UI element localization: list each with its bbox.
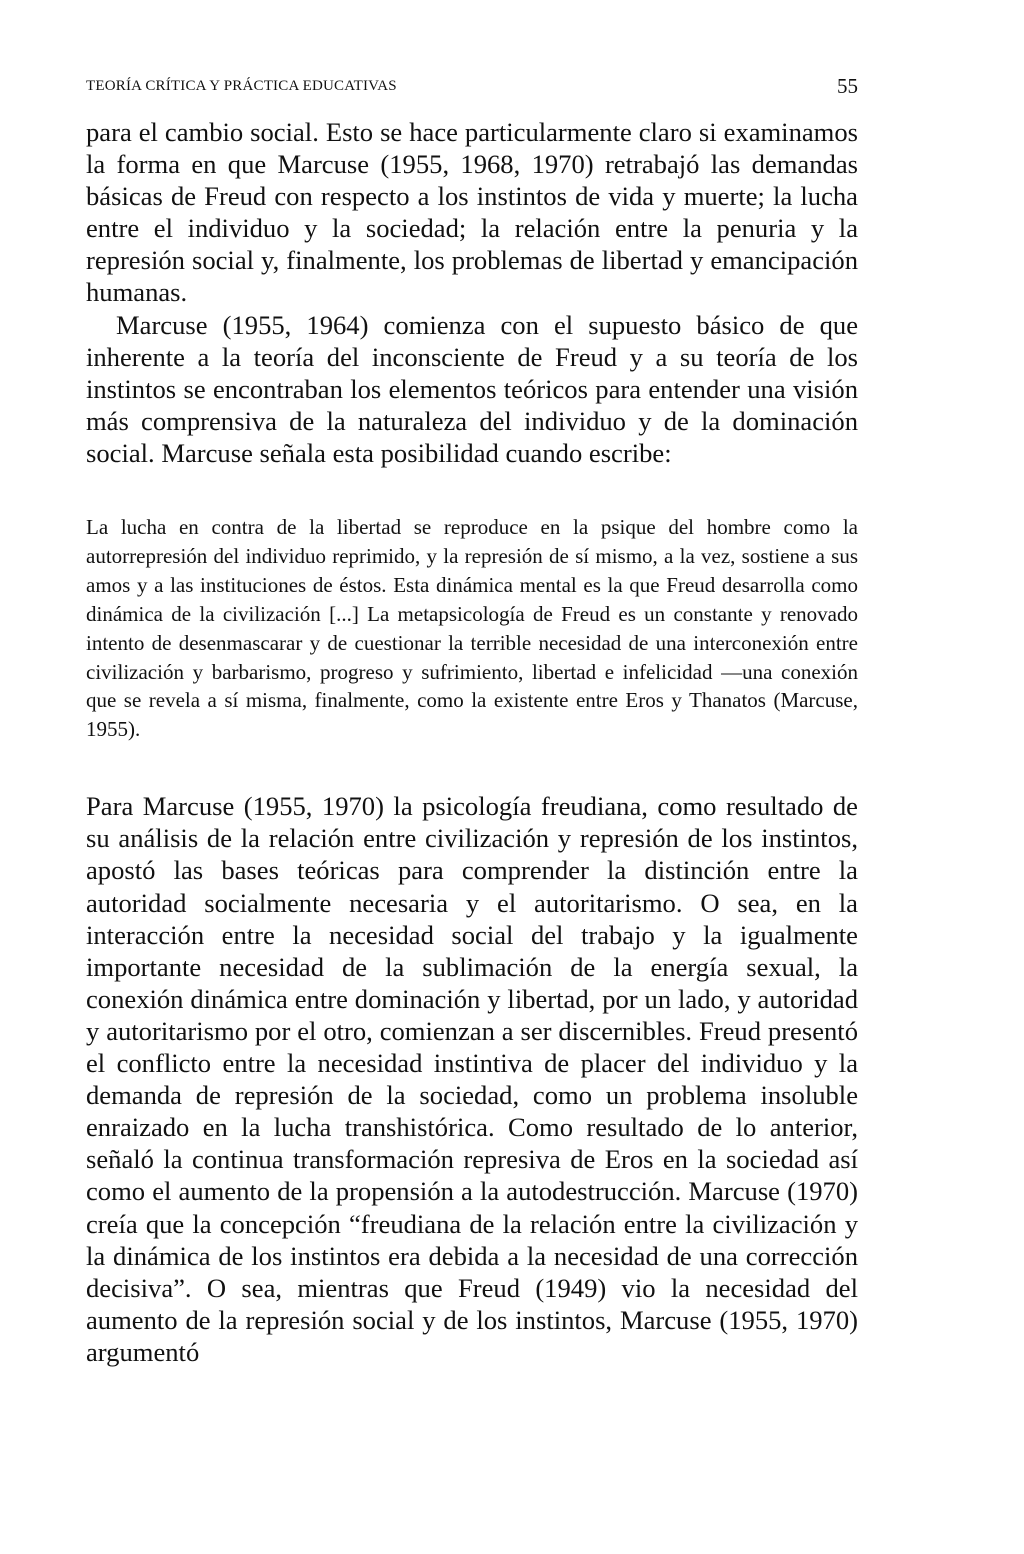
paragraph-marcuse-supuesto: Marcuse (1955, 1964) comienza con el supuesto básico de que inherente a la teoría del inconsciente de Freud y a su teoría de los instintos se encontraban los elementos teóricos para entender una visión más comprensiva de la naturaleza del individuo y de la dominación social. Marcuse señala esta posibilidad cuando escribe: [86, 309, 858, 468]
page-number: 55 [837, 74, 858, 98]
opening-section [86, 116, 858, 469]
block-quote: La lucha en contra de la libertad se reproduce en la psique del hombre como la autorrepresión del individuo reprimido, y la represión de sí mismo, a la vez, sostiene a sus amos y a las instituciones de éstos. Esta dinámica mental es la que Freud desarrolla como dinámica de la civilización [...] La metapsicología de Freud es un constante y renovado intento de desenmascarar y de cuestionar la terrible necesidad de una interconexión entre civilización y barbarismo, progreso y sufrimiento, libertad e infelicidad —una conexión que se revela a sí misma, finalmente, como la existente entre Eros y Thanatos (Marcuse, 1955). [86, 515, 858, 742]
running-head [86, 66, 858, 106]
paragraph-para-marcuse: Para Marcuse (1955, 1970) la psicología freudiana, como resultado de su análisis de la relación entre civilización y represión de los instintos, apostó las bases teóricas para comprender la distinción entre la autoridad socialmente necesaria y el autoritarismo. O sea, en la interacción entre la necesidad social del trabajo y la igualmente importante necesidad de la sublimación de la energía sexual, la conexión dinámica entre dominación y libertad, por un lado, y autoridad y autoritarismo por el otro, comienzan a ser discernibles. Freud presentó el conflicto entre la necesidad instintiva de placer del individuo y la demanda de represión de la sociedad, como un problema insoluble enraizado en la lucha transhistórica. Como resultado de lo anterior, señaló la continua transformación represiva de Eros en la sociedad así como el aumento de la propensión a la autodestrucción. Marcuse (1970) creía que la concepción “freudiana de la relación entre la civilización y la dinámica de los instintos era debida a la necesidad de una corrección decisiva”. O sea, mientras que Freud (1949) vio la necesidad del aumento de la represión social y de los instintos, Marcuse (1955, 1970) argumentó [86, 791, 858, 1367]
closing-section [86, 790, 858, 1368]
paragraph-continuation: para el cambio social. Esto se hace particularmente claro si examinamos la forma en que Marcuse (1955, 1968, 1970) retrabajó las demandas básicas de Freud con respecto a los instintos de vida y muerte; la lucha entre el individuo y la sociedad; la relación entre la penuria y la represión social y, finalmente, los problemas de libertad y emancipación humanas. [86, 117, 858, 308]
book-page [86, 66, 858, 1368]
running-head-title: TEORÍA CRÍTICA Y PRÁCTICA EDUCATIVAS [86, 78, 397, 94]
